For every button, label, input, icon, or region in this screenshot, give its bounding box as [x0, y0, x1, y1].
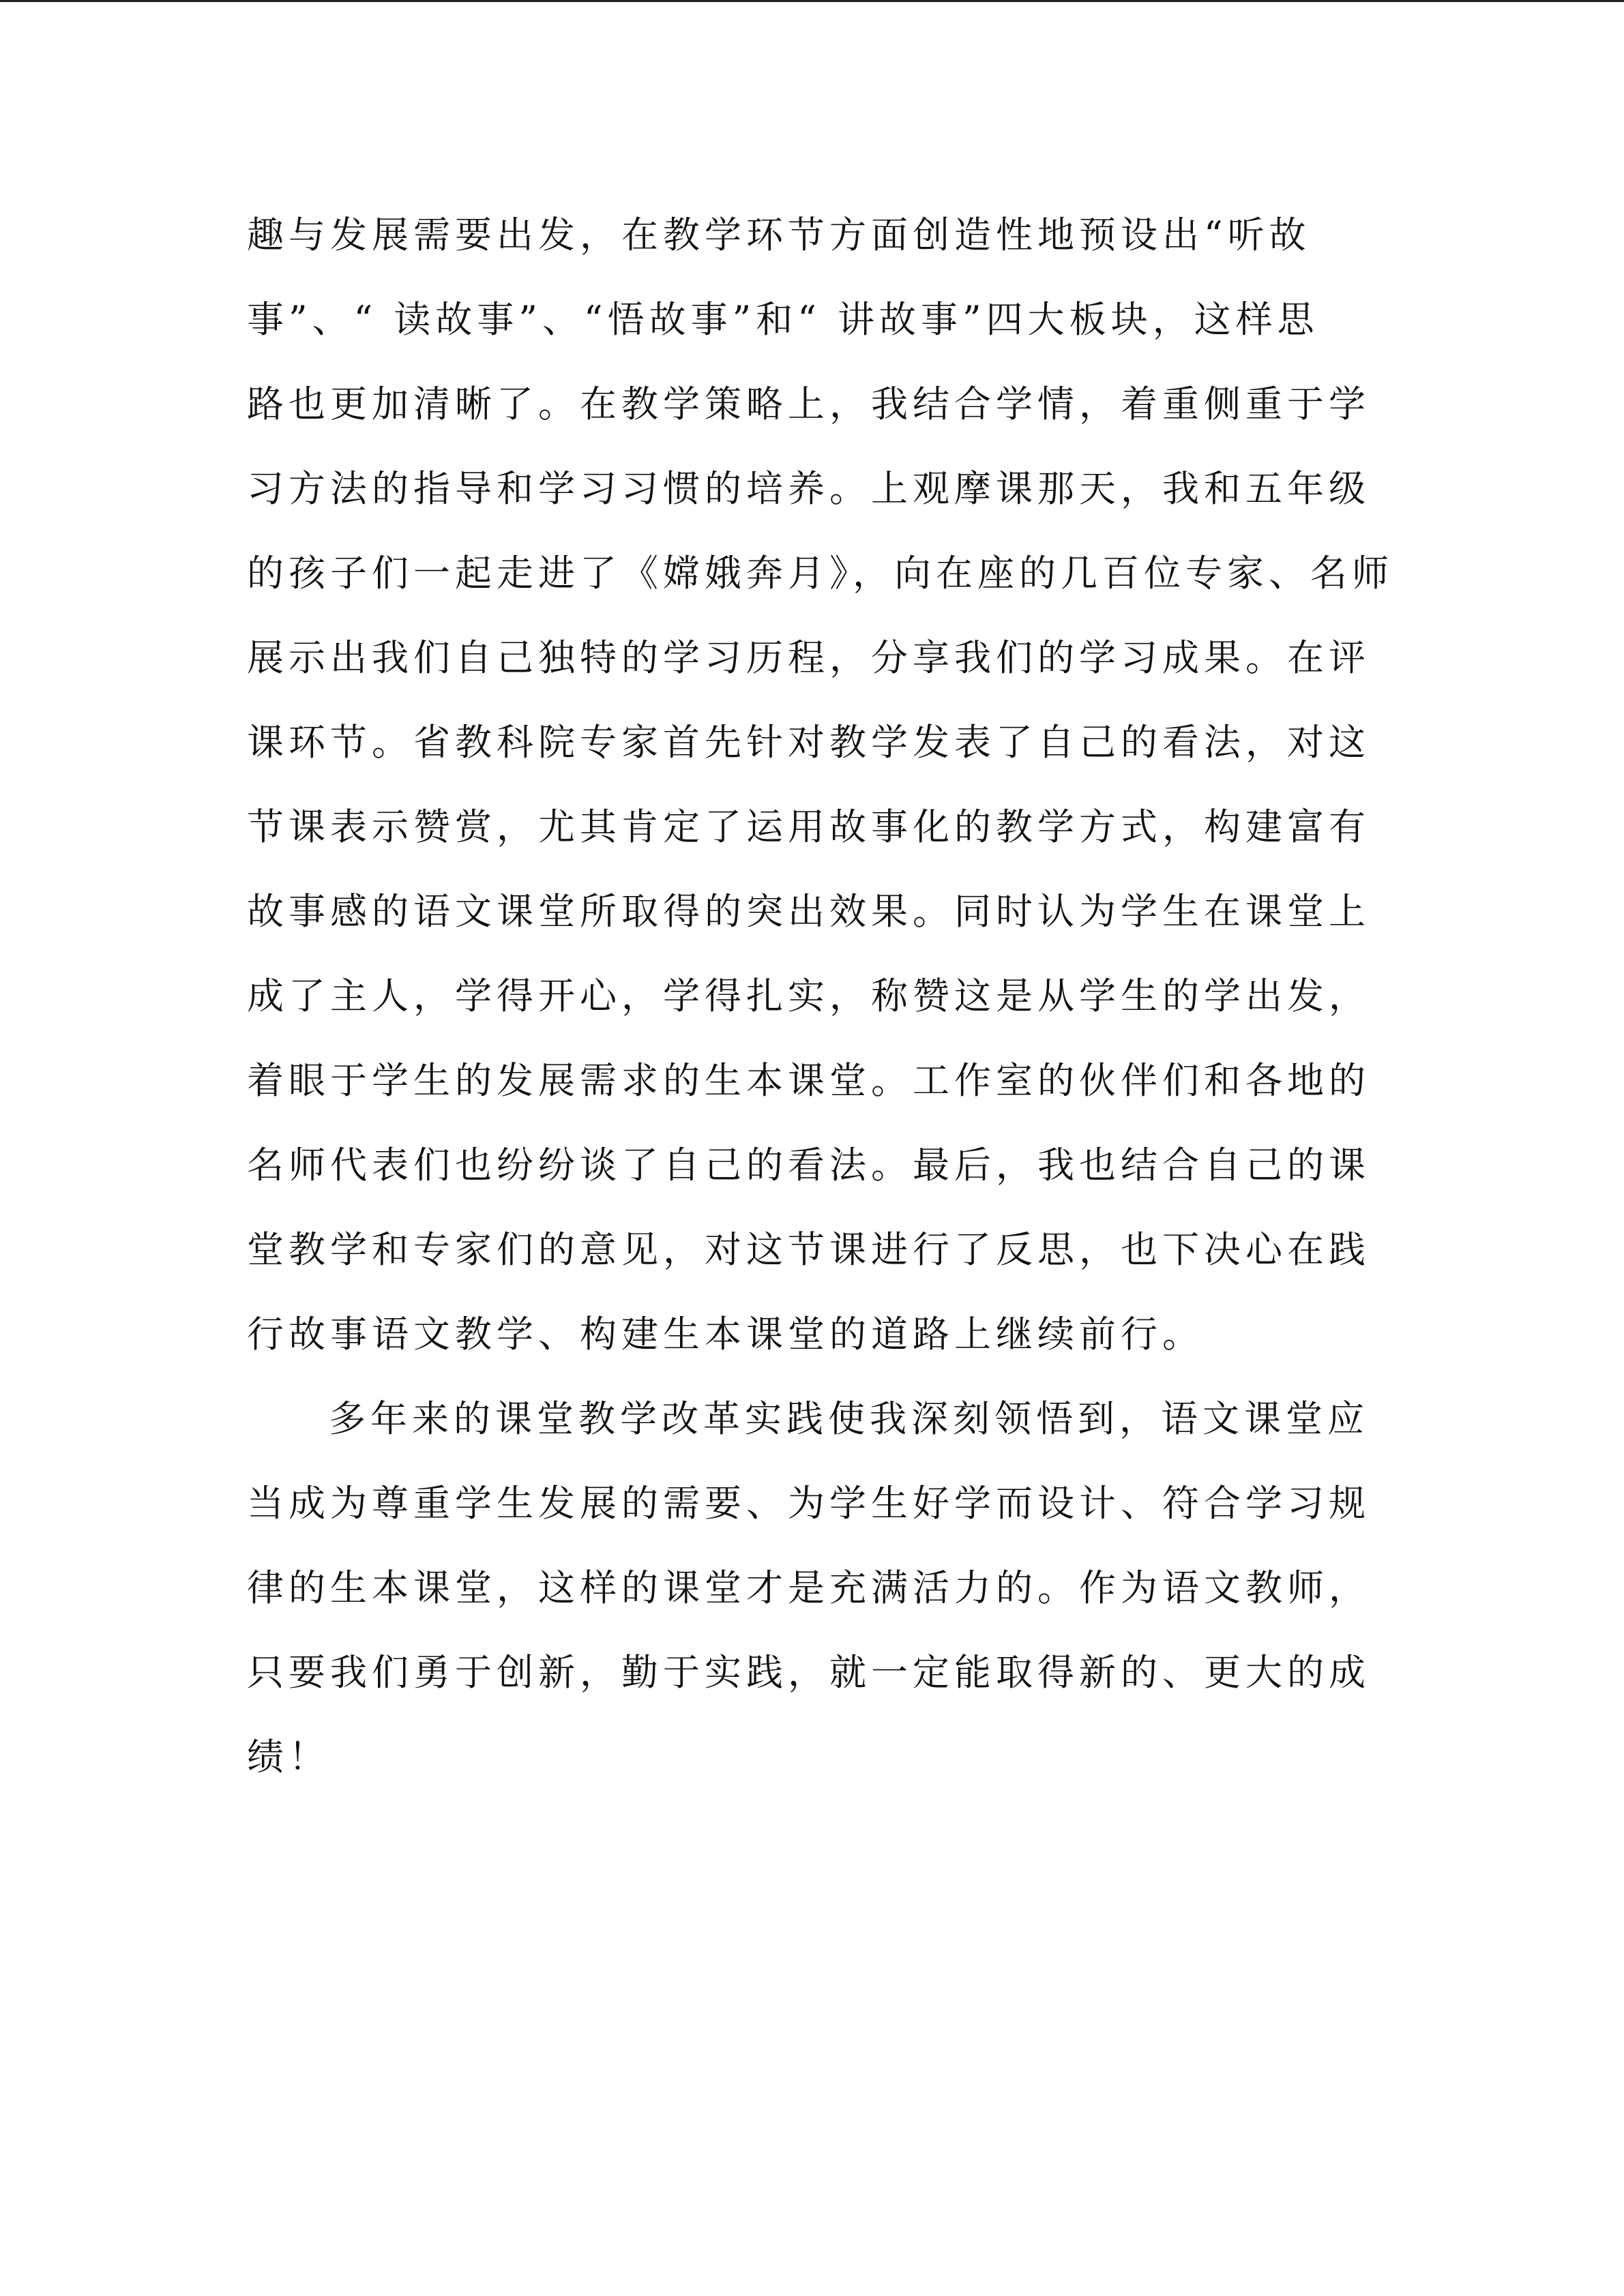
text-line: 只要我们勇于创新，勤于实践，就一定能取得新的、更大的成 [247, 1651, 1370, 1694]
text-line: 节课表示赞赏，尤其肯定了运用故事化的教学方式，构建富有 [247, 805, 1370, 848]
text-line: 成了主人，学得开心，学得扎实，称赞这是从学生的学出发， [247, 974, 1370, 1017]
text-line: 绩！ [247, 1735, 330, 1778]
text-line: 律的生本课堂，这样的课堂才是充满活力的。作为语文教师， [247, 1566, 1370, 1609]
text-line: 堂教学和专家们的意见，对这节课进行了反思，也下决心在践 [247, 1228, 1370, 1271]
text-line: 故事感的语文课堂所取得的突出效果。同时认为学生在课堂上 [247, 890, 1370, 933]
text-line: 趣与发展需要出发，在教学环节方面创造性地预设出“听故 [247, 213, 1311, 256]
text-line: 习方法的指导和学习习惯的培养。上观摩课那天，我和五年级 [247, 467, 1370, 510]
paragraph-first-line: 多年来的课堂教学改革实践使我深刻领悟到，语文课堂应 [329, 1397, 1369, 1440]
text-line: 的孩子们一起走进了《嫦娥奔月》，向在座的几百位专家、名师 [247, 552, 1393, 595]
text-line: 当成为尊重学生发展的需要、为学生好学而设计、符合学习规 [247, 1482, 1370, 1525]
top-border-line [0, 0, 1624, 2]
text-line: 行故事语文教学、构建生本课堂的道路上继续前行。 [247, 1313, 1204, 1356]
text-line: 事”、“ 读故事”、“悟故事”和“ 讲故事”四大板块，这样思 [247, 298, 1319, 341]
text-line: 名师代表们也纷纷谈了自己的看法。最后，我也结合自己的课 [247, 1144, 1370, 1187]
text-line: 展示出我们自己独特的学习历程，分享我们的学习成果。在评 [247, 636, 1370, 679]
text-line: 课环节。省教科院专家首先针对教学发表了自己的看法，对这 [247, 721, 1370, 764]
text-line: 路也更加清晰了。在教学策略上，我结合学情，着重侧重于学 [247, 383, 1370, 426]
text-line: 着眼于学生的发展需求的生本课堂。工作室的伙伴们和各地的 [247, 1059, 1370, 1102]
